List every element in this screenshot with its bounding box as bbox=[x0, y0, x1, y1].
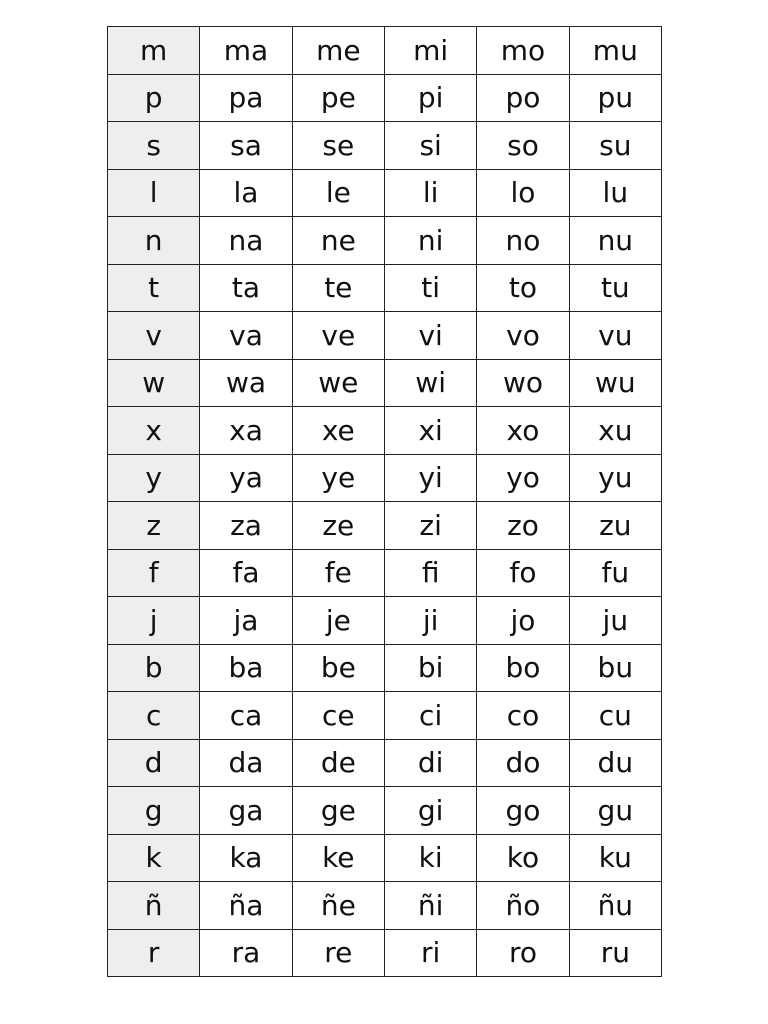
syllable-cell: gu bbox=[569, 787, 661, 835]
syllable-cell: wa bbox=[200, 359, 292, 407]
syllable-cell: ze bbox=[292, 502, 384, 550]
consonant-cell: d bbox=[108, 739, 200, 787]
syllable-cell: tu bbox=[569, 264, 661, 312]
table-row bbox=[108, 359, 662, 407]
consonant-cell: b bbox=[108, 644, 200, 692]
consonant-cell: f bbox=[108, 549, 200, 597]
syllable-cell: zo bbox=[477, 502, 569, 550]
syllable-cell: yo bbox=[477, 454, 569, 502]
syllable-cell: ki bbox=[384, 834, 476, 882]
syllable-cell: ta bbox=[200, 264, 292, 312]
table-row bbox=[108, 27, 662, 75]
table-row bbox=[108, 312, 662, 360]
table-row bbox=[108, 787, 662, 835]
table-row bbox=[108, 644, 662, 692]
syllable-cell: ru bbox=[569, 929, 661, 977]
syllable-cell: ge bbox=[292, 787, 384, 835]
syllable-cell: po bbox=[477, 74, 569, 122]
syllable-cell: za bbox=[200, 502, 292, 550]
syllable-cell: xi bbox=[384, 407, 476, 455]
syllable-table-body bbox=[108, 27, 662, 977]
consonant-cell: r bbox=[108, 929, 200, 977]
table-row bbox=[108, 122, 662, 170]
syllable-cell: va bbox=[200, 312, 292, 360]
syllable-cell: mo bbox=[477, 27, 569, 75]
syllable-cell: we bbox=[292, 359, 384, 407]
syllable-cell: co bbox=[477, 692, 569, 740]
syllable-cell: de bbox=[292, 739, 384, 787]
table-row bbox=[108, 169, 662, 217]
consonant-cell: z bbox=[108, 502, 200, 550]
syllable-cell: ji bbox=[384, 597, 476, 645]
syllable-cell: xe bbox=[292, 407, 384, 455]
syllable-cell: na bbox=[200, 217, 292, 265]
syllable-cell: ga bbox=[200, 787, 292, 835]
consonant-cell: k bbox=[108, 834, 200, 882]
syllable-cell: le bbox=[292, 169, 384, 217]
syllable-cell: wu bbox=[569, 359, 661, 407]
consonant-cell: n bbox=[108, 217, 200, 265]
syllable-cell: re bbox=[292, 929, 384, 977]
table-row bbox=[108, 502, 662, 550]
syllable-cell: zu bbox=[569, 502, 661, 550]
syllable-cell: si bbox=[384, 122, 476, 170]
syllable-cell: je bbox=[292, 597, 384, 645]
syllable-cell: ne bbox=[292, 217, 384, 265]
syllable-cell: vi bbox=[384, 312, 476, 360]
syllable-cell: ka bbox=[200, 834, 292, 882]
syllable-cell: ku bbox=[569, 834, 661, 882]
consonant-cell: p bbox=[108, 74, 200, 122]
syllable-cell: ñe bbox=[292, 882, 384, 930]
syllable-cell: nu bbox=[569, 217, 661, 265]
table-row bbox=[108, 454, 662, 502]
syllable-cell: ro bbox=[477, 929, 569, 977]
syllable-cell: ce bbox=[292, 692, 384, 740]
consonant-cell: j bbox=[108, 597, 200, 645]
syllable-cell: sa bbox=[200, 122, 292, 170]
syllable-cell: fa bbox=[200, 549, 292, 597]
syllable-cell: bu bbox=[569, 644, 661, 692]
syllable-cell: pa bbox=[200, 74, 292, 122]
syllable-cell: da bbox=[200, 739, 292, 787]
syllable-cell: ma bbox=[200, 27, 292, 75]
syllable-cell: vo bbox=[477, 312, 569, 360]
syllable-cell: mu bbox=[569, 27, 661, 75]
syllable-cell: ri bbox=[384, 929, 476, 977]
syllable-cell: ju bbox=[569, 597, 661, 645]
syllable-cell: ñi bbox=[384, 882, 476, 930]
syllable-cell: te bbox=[292, 264, 384, 312]
syllable-cell: di bbox=[384, 739, 476, 787]
syllable-cell: ño bbox=[477, 882, 569, 930]
syllable-cell: ti bbox=[384, 264, 476, 312]
consonant-cell: x bbox=[108, 407, 200, 455]
syllable-cell: go bbox=[477, 787, 569, 835]
consonant-cell: m bbox=[108, 27, 200, 75]
syllable-cell: wi bbox=[384, 359, 476, 407]
table-row bbox=[108, 74, 662, 122]
table-row bbox=[108, 549, 662, 597]
consonant-cell: w bbox=[108, 359, 200, 407]
syllable-cell: ña bbox=[200, 882, 292, 930]
syllable-cell: li bbox=[384, 169, 476, 217]
syllable-cell: wo bbox=[477, 359, 569, 407]
syllable-cell: ye bbox=[292, 454, 384, 502]
syllable-cell: pi bbox=[384, 74, 476, 122]
table-row bbox=[108, 739, 662, 787]
table-row bbox=[108, 264, 662, 312]
syllable-cell: fe bbox=[292, 549, 384, 597]
syllable-cell: bi bbox=[384, 644, 476, 692]
table-row bbox=[108, 834, 662, 882]
syllable-cell: xa bbox=[200, 407, 292, 455]
syllable-cell: ko bbox=[477, 834, 569, 882]
consonant-cell: y bbox=[108, 454, 200, 502]
syllable-cell: ca bbox=[200, 692, 292, 740]
syllable-cell: lo bbox=[477, 169, 569, 217]
syllable-cell: ke bbox=[292, 834, 384, 882]
syllable-cell: du bbox=[569, 739, 661, 787]
consonant-cell: c bbox=[108, 692, 200, 740]
syllable-table bbox=[107, 26, 662, 977]
syllable-cell: cu bbox=[569, 692, 661, 740]
syllable-cell: ci bbox=[384, 692, 476, 740]
syllable-cell: ba bbox=[200, 644, 292, 692]
syllable-cell: la bbox=[200, 169, 292, 217]
syllable-cell: zi bbox=[384, 502, 476, 550]
table-row bbox=[108, 692, 662, 740]
syllable-cell: jo bbox=[477, 597, 569, 645]
syllable-cell: so bbox=[477, 122, 569, 170]
syllable-cell: pu bbox=[569, 74, 661, 122]
syllable-cell: fi bbox=[384, 549, 476, 597]
syllable-cell: yu bbox=[569, 454, 661, 502]
syllable-cell: ya bbox=[200, 454, 292, 502]
syllable-cell: mi bbox=[384, 27, 476, 75]
syllable-cell: ja bbox=[200, 597, 292, 645]
syllable-cell: lu bbox=[569, 169, 661, 217]
syllable-cell: be bbox=[292, 644, 384, 692]
table-row bbox=[108, 882, 662, 930]
syllable-cell: ni bbox=[384, 217, 476, 265]
consonant-cell: s bbox=[108, 122, 200, 170]
syllable-cell: fu bbox=[569, 549, 661, 597]
table-row bbox=[108, 217, 662, 265]
syllable-cell: bo bbox=[477, 644, 569, 692]
consonant-cell: v bbox=[108, 312, 200, 360]
syllable-cell: ñu bbox=[569, 882, 661, 930]
table-row bbox=[108, 597, 662, 645]
syllable-cell: me bbox=[292, 27, 384, 75]
syllable-cell: xu bbox=[569, 407, 661, 455]
syllable-cell: su bbox=[569, 122, 661, 170]
syllable-cell: fo bbox=[477, 549, 569, 597]
syllable-cell: do bbox=[477, 739, 569, 787]
table-row bbox=[108, 929, 662, 977]
syllable-cell: vu bbox=[569, 312, 661, 360]
consonant-cell: ñ bbox=[108, 882, 200, 930]
syllable-cell: xo bbox=[477, 407, 569, 455]
syllable-cell: ra bbox=[200, 929, 292, 977]
syllable-cell: gi bbox=[384, 787, 476, 835]
syllable-cell: no bbox=[477, 217, 569, 265]
consonant-cell: l bbox=[108, 169, 200, 217]
table-row bbox=[108, 407, 662, 455]
syllable-cell: pe bbox=[292, 74, 384, 122]
syllable-cell: se bbox=[292, 122, 384, 170]
syllable-cell: ve bbox=[292, 312, 384, 360]
consonant-cell: g bbox=[108, 787, 200, 835]
syllable-cell: yi bbox=[384, 454, 476, 502]
syllable-cell: to bbox=[477, 264, 569, 312]
consonant-cell: t bbox=[108, 264, 200, 312]
